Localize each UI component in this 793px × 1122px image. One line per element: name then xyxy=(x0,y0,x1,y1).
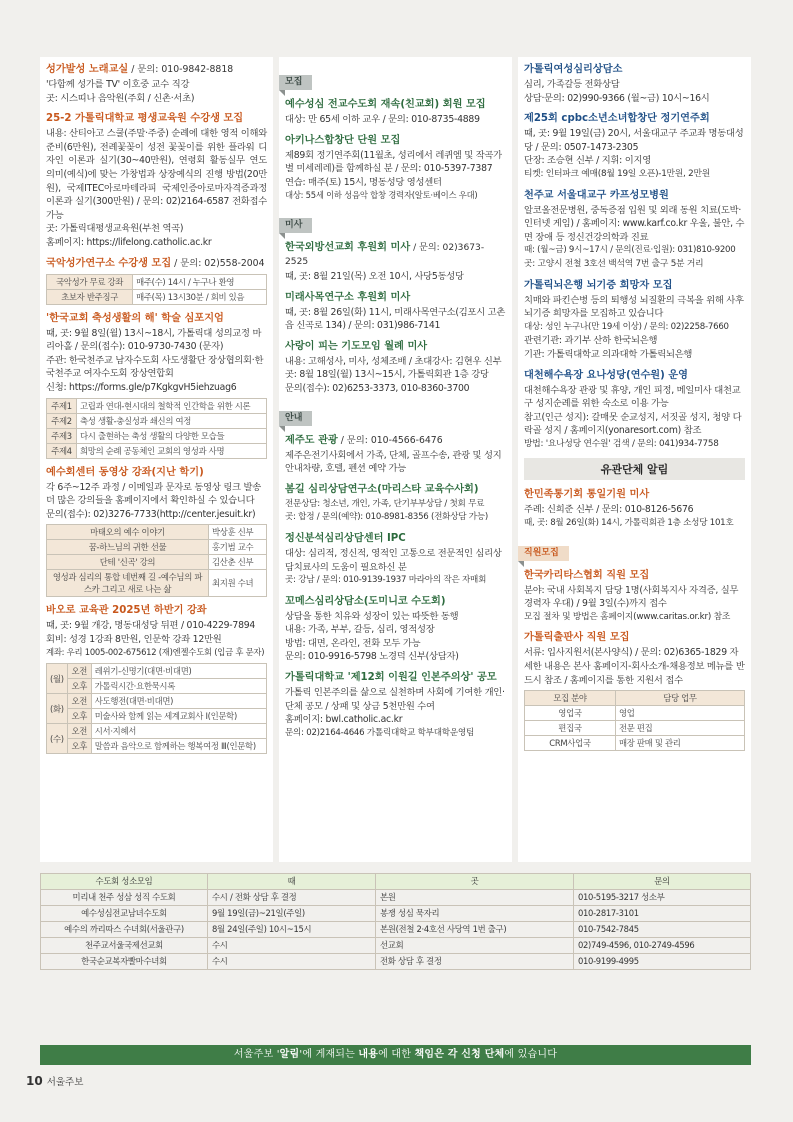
publisher-table xyxy=(524,690,745,751)
item-body: 홈페이지: bwl.catholic.ac.kr xyxy=(285,714,403,726)
jesuit-table xyxy=(46,524,267,597)
table-cell: 축성 생활-충실성과 쇄신의 여정 xyxy=(77,413,267,428)
disclaimer-emphasis: 내용 xyxy=(358,1049,379,1060)
item-body: 대상: 성인 누구나(만 19세 이상) / 문의: 02)2258-7660 xyxy=(524,321,729,332)
item-body: 내용: 산티아고 스쿨(주말·주중) 순례에 대한 영적 이해와 준비(6만원), 전례꽃꽂이 성전 꽃꽂이를 위한 플라워 디자인 이론과 실기(30~40만원), 연령회 활동실무 연도 의미(예식)에 맞는 가창법과 상장예식의 진행 방법(20만원), 국제ITEC아로마테라피 국제인증아로마자격증과정 이론과 실기(300만원) / 문의: 02)2164-6587 전화접수 가능 xyxy=(46,128,267,221)
table-cell: 오전 xyxy=(67,724,91,739)
item-title: 천주교 서울대교구 카프성모병원 xyxy=(524,189,669,201)
table-cell: 오후 xyxy=(67,709,91,724)
item-title-rest: / 문의: 02)558-2004 xyxy=(171,257,265,269)
item-title: 봄길 심리상담연구소(마리스타 교육수사회) xyxy=(285,483,479,495)
item-body: 단장: 조승현 신부 / 지휘: 이지영 xyxy=(524,155,651,167)
item-body: 제89회 정기연주회(11월초, 성리에서 레퀴엠 및 작곡가 별 미세레레)를 함께하실 분 / 문의: 010-5397-7387 xyxy=(285,149,502,175)
notice-women-counseling xyxy=(524,63,745,105)
item-title: 미래사목연구소 후원회 미사 xyxy=(285,291,411,303)
section-tag-mass: 미사 xyxy=(279,218,312,233)
item-body: 심리, 가족갈등 전화상담 xyxy=(524,79,620,90)
item-body: 상담을 통한 치유와 성장이 있는 따뜻한 동행 xyxy=(285,610,459,622)
table-cell: 예수의 까리따스 수녀회(서울관구) xyxy=(41,922,208,938)
section-band-related-orgs: 유관단체 알림 xyxy=(524,458,745,480)
vocation-table-section xyxy=(40,873,751,970)
item-body: 곳: 합정 / 문의(예약): 010-8981-8356 (전화상담 가능) xyxy=(285,512,489,523)
item-body: 문의: 02)2164-4646 가톨릭대학교 학부대학운영팀 xyxy=(285,727,474,738)
item-title: 정신분석심리상담센터 IPC xyxy=(285,532,406,544)
table-cell: 사도행전(대면·비대면) xyxy=(91,694,266,709)
item-body: 분야: 국내 사회복지 담당 1명(사회복지사 자격증, 실무 경력자 우대) / 9월 3일(수)까지 접수 xyxy=(524,584,739,610)
item-body: 회비: 성경 1강좌 8만원, 인문학 강좌 12만원 xyxy=(46,633,222,645)
item-body: 방법: '요나성당 연수원' 검색 / 문의: 041)934-7758 xyxy=(524,438,719,449)
table-cell: 봉쟁 성심 묵자리 xyxy=(376,906,574,922)
notice-jeju-tour xyxy=(285,434,506,476)
item-line: 홈페이지: https://lifelong.catholic.ac.kr xyxy=(46,236,212,248)
symposium-table xyxy=(46,398,267,459)
disclaimer-text: '에 게재되는 xyxy=(299,1049,359,1060)
item-body: 서류: 입사지원서(본사양식) / 문의: 02)6365-1829 자세한 내용은 본사 홈페이지-회사소개-채용정보 메뉴를 반드시 참조 / 홈페이지를 통한 지원서 접수 xyxy=(524,647,745,686)
page-footer xyxy=(26,1074,83,1088)
item-title: 25-2 가톨릭대학교 평생교육원 수강생 모집 xyxy=(46,113,244,125)
item-title: 예수성심 전교수도회 재속(친교회) 회원 모집 xyxy=(285,99,486,110)
table-cell: 수시 xyxy=(208,938,376,954)
table-cell: 본원(전철 2·4호선 사당역 1번 출구) xyxy=(376,922,574,938)
item-body: 제주은전기사회에서 가족, 단체, 골프수송, 관광 및 성지안내차량, 호텔, 펜션 예약 가능 xyxy=(285,449,502,475)
table-cell: 국악성가 무료 강좌 xyxy=(47,274,133,289)
table-cell: 전화 상담 후 결정 xyxy=(376,954,574,970)
table-header: 때 xyxy=(208,874,376,890)
table-cell: 오후 xyxy=(67,679,91,694)
item-title: 아키나스합창단 단원 모집 xyxy=(285,134,401,146)
vocation-table xyxy=(40,873,751,970)
item-body: 참고(인근 성지): 갈매못 순교성지, 서짓골 성지, 청양 다락골 성지 / 홈페이지(yonaresort.com) 참조 xyxy=(524,411,742,437)
column-left xyxy=(40,57,273,862)
item-title: '한국교회 축성생활의 해' 학술 심포지엄 xyxy=(46,312,224,324)
disclaimer-text: 에 있습니다 xyxy=(504,1049,558,1060)
table-cell: 수시 / 전화 상담 후 결정 xyxy=(208,890,376,906)
table-cell: 선교회 xyxy=(376,938,574,954)
item-body: 치매와 파킨슨병 등의 퇴행성 뇌질환의 극복을 위해 사후 뇌기증 희망자를 모집하고 있습니다 xyxy=(524,294,744,320)
item-body: 계좌: 우리 1005-002-675612 (재)엔젤수도회 (입금 후 문자) xyxy=(46,647,265,658)
disclaimer-bar xyxy=(40,1045,751,1065)
item-title: 제25회 cpbc소년소녀합창단 정기연주회 xyxy=(524,113,710,125)
item-body: 방법: 대면, 온라인, 전화 모두 가능 xyxy=(285,637,421,649)
item-body: 각 6주~12주 과정 / 이메일과 문자로 동영상 링크 발송 더 많은 강의들을 홈페이지에서 확인하실 수 있습니다 xyxy=(46,481,261,507)
table-cell: CRM사업국 xyxy=(525,736,616,751)
table-cell: 주제2 xyxy=(47,413,77,428)
disclaimer-text: 에 대한 xyxy=(378,1049,415,1060)
item-body: 곳: 8월 18일(월) 13시~15시, 가톨릭회관 1층 강당 xyxy=(285,369,489,381)
disclaimer-text: 서울주보 ' xyxy=(233,1049,280,1060)
table-cell: 단테 '신곡' 강의 xyxy=(47,555,209,570)
paul-table xyxy=(46,663,267,754)
notice-ipc-center xyxy=(285,532,506,588)
table-cell: 고립과 연대-현시대의 철학적 인간학을 위한 시론 xyxy=(77,398,267,413)
item-body: 때: (월~금) 9시~17시 / 문의(진료·입원): 031)810-9200 xyxy=(524,245,736,256)
notice-lifelong-education xyxy=(46,112,267,249)
item-body: 때, 곳: 9월 19일(금) 20시, 서울대교구 주교좌 명동대성당 / 문의: 0507-1473-2305 xyxy=(524,128,744,153)
notice-singing-class xyxy=(46,63,267,105)
notice-humanism-award xyxy=(285,671,506,740)
table-row xyxy=(41,922,751,938)
notice-symposium xyxy=(46,312,267,459)
table-header: 담당 업무 xyxy=(615,691,744,706)
table-cell: 오전 xyxy=(67,694,91,709)
table-row xyxy=(41,954,751,970)
item-title-rest: / 문의: 010-9842-8818 xyxy=(128,64,234,75)
table-cell: 주제1 xyxy=(47,398,77,413)
table-cell: 김산춘 신부 xyxy=(209,555,267,570)
item-body: 티켓: 인터파크 예매(8월 19일 오픈)-1만원, 2만원 xyxy=(524,168,710,179)
item-body: 대상: 심리적, 정신적, 영적인 고통으로 전문적인 심리상담치료사의 도움이 필요하신 분 xyxy=(285,547,502,573)
table-row xyxy=(41,906,751,922)
notice-caritas-hiring xyxy=(524,569,745,625)
table-cell: 다시 출현하는 축성 생활의 다양한 모습들 xyxy=(77,428,267,443)
table-cell: 9월 19일(금)~21일(주일) xyxy=(208,906,376,922)
item-body: 문의(접수): 02)6253-3373, 010-8360-3700 xyxy=(285,382,470,394)
table-cell: 가톨릭시간·요한묵시록 xyxy=(91,679,266,694)
table-cell: 시서·지혜서 xyxy=(91,724,266,739)
item-title: 사랑이 피는 기도모임 월례 미사 xyxy=(285,340,428,352)
table-cell: 마태오의 예수 이야기 xyxy=(47,525,209,540)
notice-sacred-heart-lay xyxy=(285,98,506,127)
table-cell: 02)749-4596, 010-2749-4596 xyxy=(574,938,751,954)
table-cell: 8월 24일(주일) 10시~15시 xyxy=(208,922,376,938)
table-cell: 말씀과 음악으로 함께하는 행복여정 Ⅲ(인문학) xyxy=(91,739,266,754)
table-cell: 홍기범 교수 xyxy=(209,540,267,555)
item-body: 모집 절차 및 방법은 홈페이지(www.caritas.or.kr) 참조 xyxy=(524,611,731,622)
item-body: 때, 곳: 8월 26일(화) 14시, 가톨릭회관 1층 소성당 101호 xyxy=(524,518,734,529)
table-header: 수도회 성소모임 xyxy=(41,874,208,890)
item-body: 내용: 고해성사, 미사, 성체조배 / 초대강사: 김현우 신부 xyxy=(285,355,502,367)
table-cell: (수) xyxy=(47,724,68,754)
disclaimer-emphasis: 책임은 각 신청 단체 xyxy=(414,1049,505,1060)
table-cell: 오후 xyxy=(67,739,91,754)
item-body: 때, 곳: 8월 21일(목) 오전 10시, 사당5동성당 xyxy=(285,270,464,282)
item-body: 주례: 신희준 신부 / 문의: 010-8126-5676 xyxy=(524,504,694,516)
item-body: 때, 곳: 9월 개강, 명동대성당 뒤편 / 010-4229-7894 xyxy=(46,620,256,632)
item-line: 곳: 가톨릭대평생교육원(부천 역곡) xyxy=(46,223,184,235)
item-body: 때, 곳: 9월 8일(월) 13시~18시, 가톨릭대 성의교정 마리아홀 / 문의(접수): 010-9730-7430 (문자) xyxy=(46,327,262,353)
notice-future-pastoral-mass xyxy=(285,291,506,333)
notice-brain-bank xyxy=(524,279,745,362)
item-body: 전문상담: 청소년, 개인, 가족, 단기부부상담 / 첫회 무료 xyxy=(285,498,485,509)
table-cell: 오전 xyxy=(67,664,91,679)
item-body: 관련기관: 과기부 산하 한국뇌은행 xyxy=(524,335,658,347)
item-title-rest: / 문의: 010-4566-6476 xyxy=(337,434,443,446)
item-body: 알코올전문병원, 중독증점 입원 및 외래 동원 치료(도박·인터넷 게임) / 홈페이지: www.karf.co.kr 우울, 불안, 수면 장애 등 정신건강의학과 진료 xyxy=(524,204,745,243)
section-tag-recruit: 모집 xyxy=(279,75,312,90)
notice-paul-center xyxy=(46,604,267,754)
item-body: 신청: https://forms.gle/p7KgkgvH5iehzuag6 xyxy=(46,381,237,393)
item-title: 대천해수욕장 요나성당(연수원) 운영 xyxy=(524,369,689,381)
table-cell: 매주(수) 14시 / 누구나 환영 xyxy=(133,274,267,289)
item-title: 성가발성 노래교실 xyxy=(46,64,129,75)
table-cell: 레위기-신명기(대면·비대면) xyxy=(91,664,266,679)
notice-gugak-chant xyxy=(46,257,267,305)
table-header: 문의 xyxy=(574,874,751,890)
table-cell: 본원 xyxy=(376,890,574,906)
notice-foreign-mission-mass xyxy=(285,241,506,284)
column-middle xyxy=(279,57,512,862)
item-body: 주관: 한국천주교 남자수도회 사도생활단 장상협의회·한국천주교 여자수도회 장상연합회 xyxy=(46,354,264,380)
table-cell: 수시 xyxy=(208,954,376,970)
item-title: 가톨릭출판사 직원 모집 xyxy=(524,632,630,644)
item-body: 문의(접수): 02)3276-7733(http://center.jesuit.kr) xyxy=(46,508,256,520)
table-cell: 전문 편집 xyxy=(615,721,744,736)
item-title: 제주도 관광 xyxy=(285,434,338,446)
table-cell: 매주(목) 13시30분 / 회비 있음 xyxy=(133,289,267,304)
table-row xyxy=(41,890,751,906)
notice-unification-mass xyxy=(524,488,745,530)
item-body: 문의: 010-9916-5798 노경덕 신부(상담자) xyxy=(285,651,459,663)
item-body: 상담·문의: 02)990-9366 (월~금) 10시~16시 xyxy=(524,92,710,104)
table-cell: 주제4 xyxy=(47,443,77,458)
table-cell: 예수성심전교남녀수도회 xyxy=(41,906,208,922)
notice-prayer-mass xyxy=(285,340,506,396)
table-cell: 한국순교복자빨마수녀회 xyxy=(41,954,208,970)
item-title: 가톨릭여성심리상담소 xyxy=(524,64,623,75)
table-header: 곳 xyxy=(376,874,574,890)
table-cell: 희망의 순례 공동체인 교회의 영성과 사명 xyxy=(77,443,267,458)
item-title: 가톨릭대학교 '제12회 이원길 인본주의상' 공모 xyxy=(285,672,497,684)
table-cell: 주제3 xyxy=(47,428,77,443)
table-cell: 편집국 xyxy=(525,721,616,736)
table-cell: 최지원 수녀 xyxy=(209,570,267,597)
item-body: 연습: 매주(토) 15시, 명동성당 영성센터 xyxy=(285,176,442,188)
item-title: 가톨릭뇌은행 뇌기증 희망자 모집 xyxy=(524,279,673,291)
table-cell: 010-7542-7845 xyxy=(574,922,751,938)
item-line: '다함께 성가를 TV' 이호중 교수 직강 xyxy=(46,79,190,90)
table-cell: 천주교서울국제선교회 xyxy=(41,938,208,954)
item-body: 대상: 만 65세 이하 교우 / 문의: 010-8735-4889 xyxy=(285,114,480,125)
item-body: 가톨릭 인본주의를 삶으로 실천하며 사회에 기여한 개인·단체 공모 / 상패 및 상금 5천만원 수여 xyxy=(285,687,505,712)
item-title: 바오로 교육관 2025년 하반기 강좌 xyxy=(46,605,207,617)
table-cell: (월) xyxy=(47,664,68,694)
item-title: 한민족통기회 통일기원 미사 xyxy=(524,489,650,501)
item-body: 곳: 고양시 전철 3호선 백석역 7번 출구 5분 거리 xyxy=(524,258,704,269)
item-line: 곳: 시스띠나 음악원(주회 / 신촌·서초) xyxy=(46,92,195,104)
item-title: 국악성가연구소 수강생 모집 xyxy=(46,257,172,269)
item-title: 예수회센터 동영상 강좌(지난 학기) xyxy=(46,466,204,478)
item-title: 꼬메스심리상담소(도미니코 수도회) xyxy=(285,595,446,607)
section-tag-info: 안내 xyxy=(279,411,312,426)
section-tag-hiring: 직원모집 xyxy=(518,546,569,561)
item-body: 곳: 강남 / 문의: 010-9139-1937 마라아의 작은 자매회 xyxy=(285,575,487,586)
notice-bomgil-counseling xyxy=(285,483,506,525)
table-cell: 영업국 xyxy=(525,706,616,721)
table-cell: 영성과 심리의 통합 네번째 길 -예수님의 파스카 그리고 새로 나는 삶 xyxy=(47,570,209,597)
table-cell: 010-5195-3217 성소부 xyxy=(574,890,751,906)
page-number: 10 xyxy=(26,1074,43,1088)
item-title: 한국외방선교회 후원회 미사 xyxy=(285,241,411,253)
disclaimer-emphasis: 알림 xyxy=(279,1049,300,1060)
notice-aquinas-choir xyxy=(285,134,506,203)
notice-karf-hospital xyxy=(524,189,745,272)
table-cell: 영업 xyxy=(615,706,744,721)
item-body: 대상: 55세 이하 성음악 합창 경력자(알토·베이스 우대) xyxy=(285,190,478,201)
publication-name: 서울주보 xyxy=(46,1077,84,1088)
notice-publisher-hiring xyxy=(524,631,745,751)
table-cell: 박상훈 신부 xyxy=(209,525,267,540)
table-cell: 초보자 반주징구 xyxy=(47,289,133,304)
table-cell: 미리내 천주 성삼 성직 수도회 xyxy=(41,890,208,906)
table-cell: 미술사와 함께 읽는 세계교회사 Ⅰ(인문학) xyxy=(91,709,266,724)
table-header: 모집 분야 xyxy=(525,691,616,706)
table-cell: 010-2817-3101 xyxy=(574,906,751,922)
item-body: 때, 곳: 8월 26일(화) 11시, 미래사목연구소(김포시 고촌읍 신곡로 134) / 문의: 031)986-7141 xyxy=(285,306,506,332)
item-title: 한국카리타스협회 직원 모집 xyxy=(524,569,650,581)
item-body: 대천해수욕장 관광 및 휴양, 개인 피정, 메일미사 대천교구 성지순례를 위한 숙소로 이용 가능 xyxy=(524,384,741,410)
notice-yona-retreat xyxy=(524,369,745,452)
notice-cpbc-choir xyxy=(524,112,745,181)
table-cell: 꿈-하느님의 귀한 선물 xyxy=(47,540,209,555)
item-title-rest: / 문의: 02)3673-2525 xyxy=(285,242,485,267)
table-row xyxy=(41,938,751,954)
table-cell: 매장 판매 및 관리 xyxy=(615,736,744,751)
table-cell: 010-9199-4995 xyxy=(574,954,751,970)
table-cell: (화) xyxy=(47,694,68,724)
item-body: 기관: 가톨릭대학교 의과대학 가톨릭뇌은행 xyxy=(524,348,693,360)
notice-comes-counseling xyxy=(285,595,506,664)
gugak-table xyxy=(46,274,267,305)
notice-jesuit-video xyxy=(46,466,267,598)
column-right xyxy=(518,57,751,862)
item-body: 내용: 가족, 부부, 갈등, 심리, 영적성장 xyxy=(285,624,435,636)
